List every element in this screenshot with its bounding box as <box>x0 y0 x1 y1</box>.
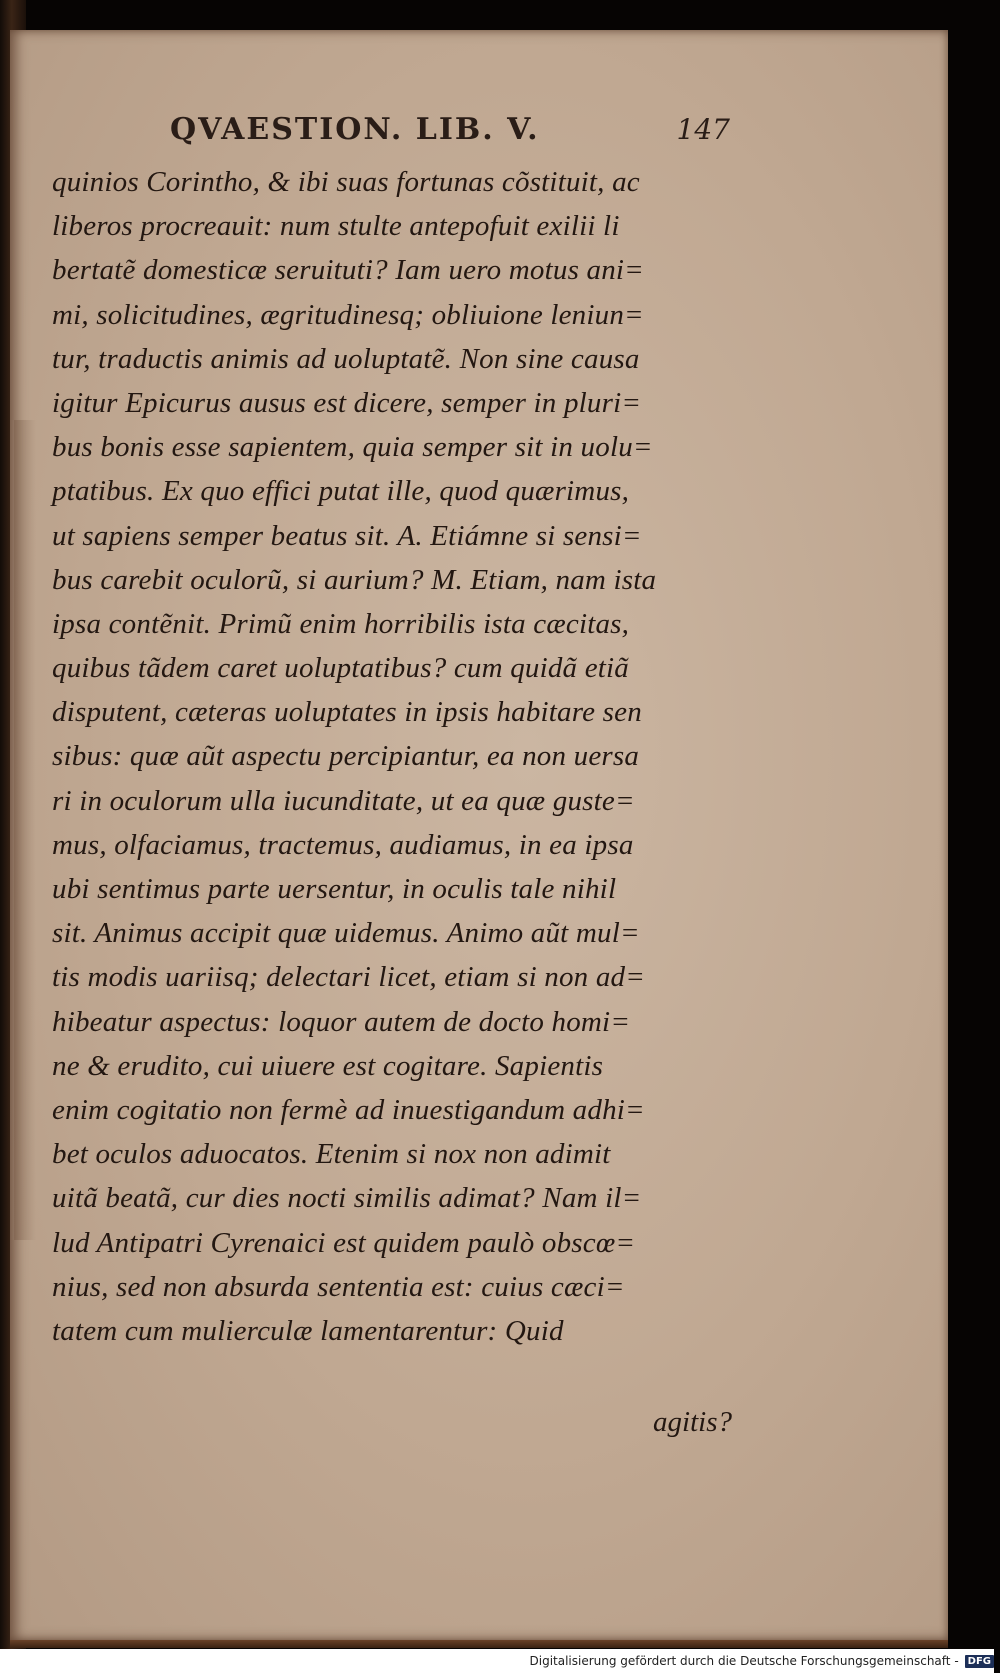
text-line: ubi sentimus parte uersentur, in oculis tale nihil <box>52 873 617 905</box>
text-line: bet oculos aduocatos. Etenim si nox non adimit <box>52 1138 611 1171</box>
text-line: bus carebit oculorũ, si aurium? M. Etiam, nam ista <box>52 563 657 596</box>
page-header <box>170 112 730 158</box>
text-line: nius, sed non absurda sententia est: cuius cæci= <box>52 1270 625 1303</box>
credit-text: Digitalisierung gefördert durch die Deutsche Forschungsgemeinschaft - <box>529 1654 959 1668</box>
text-line: ne & erudito, cui uiuere est cogitare. Sapientis <box>52 1049 604 1082</box>
digitization-credit <box>0 1649 994 1673</box>
text-line: ri in oculorum ulla iucunditate, ut ea quæ guste= <box>52 784 635 817</box>
text-line: igitur Epicurus ausus est dicere, semper in pluri= <box>52 386 642 419</box>
text-line: mi, solicitudines, ægritudinesq; obliuione leniun= <box>52 298 644 331</box>
text-line: mus, olfaciamus, tractemus, audiamus, in ea ipsa <box>52 828 634 861</box>
text-line: ptatibus. Ex quo effici putat ille, quod quærimus, <box>52 475 630 508</box>
text-line: enim cogitatio non fermè ad inuestigandum adhi= <box>52 1093 645 1126</box>
text-line: ut sapiens semper beatus sit. A. Etiámne si sensi= <box>52 519 642 552</box>
margin-stain <box>14 420 36 1240</box>
page-bottom-edge <box>10 1640 948 1648</box>
page-number: 147 <box>676 113 730 146</box>
text-line: lud Antipatri Cyrenaici est quidem paulò obscœ= <box>52 1226 636 1259</box>
text-line: sit. Animus accipit quæ uidemus. Animo aũt mul= <box>52 917 640 950</box>
dfg-logo: DFG <box>965 1655 994 1668</box>
text-line: tatem cum mulierculæ lamentarentur: Quid <box>52 1314 564 1347</box>
running-head: QVAESTION. LIB. V. <box>170 112 540 147</box>
body-text <box>52 160 752 1353</box>
text-line: sibus: quæ aũt aspectu percipiantur, ea non uersa <box>52 740 640 773</box>
text-line: tur, traductis animis ad uoluptatẽ. Non sine causa <box>52 342 640 375</box>
text-line: bertatẽ domesticæ seruituti? Iam uero motus ani= <box>52 254 644 287</box>
text-line: tis modis uariisq; delectari licet, etiam si non ad= <box>52 961 646 994</box>
text-line: bus bonis esse sapientem, quia semper sit in uolu= <box>52 431 653 464</box>
text-line: quinios Corintho, & ibi suas fortunas cõstituit, ac <box>52 166 640 198</box>
text-line: ipsa contẽnit. Primũ enim horribilis ista cæcitas, <box>52 607 630 640</box>
text-line: quibus tãdem caret uoluptatibus? cum quidã etiã <box>52 652 629 685</box>
text-line: disputent, cæteras uoluptates in ipsis habitare sen <box>52 696 642 729</box>
catchword: agitis? <box>653 1406 732 1438</box>
text-line: liberos procreauit: num stulte antepofuit exilii li <box>52 210 620 243</box>
text-line: hibeatur aspectus: loquor autem de docto homi= <box>52 1005 631 1038</box>
text-line: uitã beatã, cur dies nocti similis adimat? Nam il= <box>52 1182 642 1215</box>
